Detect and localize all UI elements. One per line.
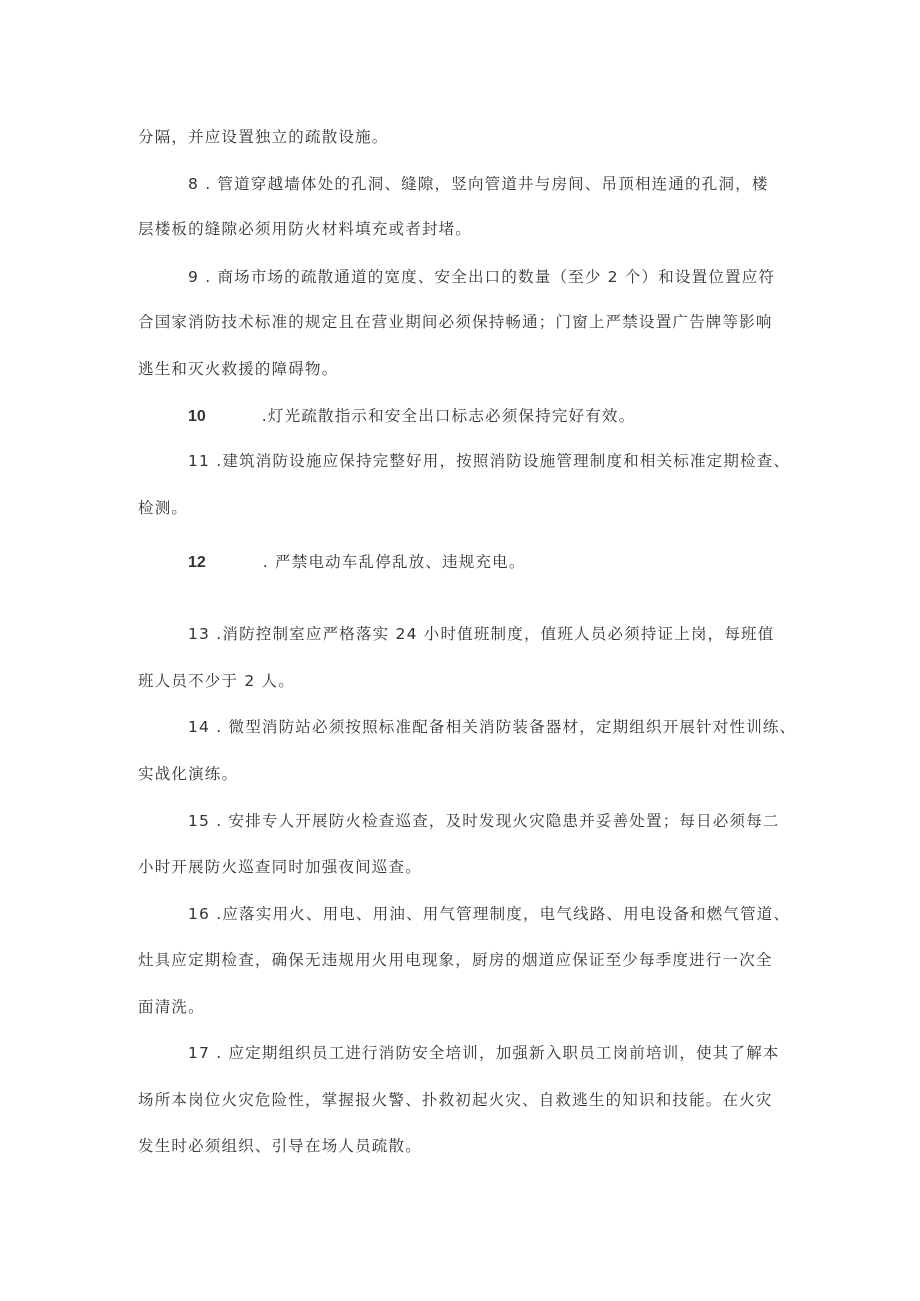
paragraph-12: [188, 552, 526, 573]
text-line: 16 .应落实用火、用电、用油、用气管理制度，电气线路、用电设备和燃气管道、: [188, 905, 791, 923]
text-line: 13 .消防控制室应严格落实 24 小时值班制度，值班人员必须持证上岗，每班值: [188, 625, 775, 643]
text-line: 逃生和灭火救援的障碍物。: [138, 360, 339, 378]
text-line: 检测。: [138, 499, 189, 517]
text-line: 14 . 微型消防站必须按照标准配备相关消防装备器材，定期组织开展针对性训练、: [188, 718, 797, 736]
item-number: 10: [188, 408, 206, 425]
item-text: .灯光疏散指示和安全出口标志必须保持完好有效。: [261, 407, 636, 425]
text-line: 班人员不少于 2 人。: [138, 672, 295, 690]
text-line: 15 . 安排专人开展防火检查巡查，及时发现火灾隐患并妥善处置；每日必须每二: [188, 812, 780, 830]
text-line: 分隔，并应设置独立的疏散设施。: [138, 128, 389, 146]
text-line: 面清洗。: [138, 998, 205, 1016]
text-line: 17 . 应定期组织员工进行消防安全培训，加强新入职员工岗前培训，使其了解本: [188, 1044, 780, 1062]
paragraph-10: [188, 406, 635, 427]
text-line: 小时开展防火巡查同时加强夜间巡查。: [138, 858, 422, 876]
text-line: 8 . 管道穿越墙体处的孔洞、缝隙，竖向管道井与房间、吊顶相连通的孔洞，楼: [188, 175, 769, 193]
text-line: 场所本岗位火灾危险性，掌握报火警、扑救初起火灾、自救逃生的知识和技能。在火灾: [138, 1091, 773, 1109]
item-number: 12: [188, 554, 206, 571]
text-line: 9 . 商场市场的疏散通道的宽度、安全出口的数量（至少 2 个）和设置位置应符: [188, 268, 776, 286]
text-line: 实战化演练。: [138, 765, 239, 783]
text-line: 11 .建筑消防设施应保持完整好用，按照消防设施管理制度和相关标准定期检查、: [188, 452, 791, 470]
item-text: . 严禁电动车乱停乱放、违规充电。: [262, 553, 526, 571]
text-line: 层楼板的缝隙必须用防火材料填充或者封堵。: [138, 220, 473, 238]
text-line: 灶具应定期检查，确保无违规用火用电现象，厨房的烟道应保证至少每季度进行一次全: [138, 951, 773, 969]
text-line: 发生时必须组织、引导在场人员疏散。: [138, 1137, 422, 1155]
text-line: 合国家消防技术标准的规定且在营业期间必须保持畅通；门窗上严禁设置广告牌等影响: [138, 313, 773, 331]
